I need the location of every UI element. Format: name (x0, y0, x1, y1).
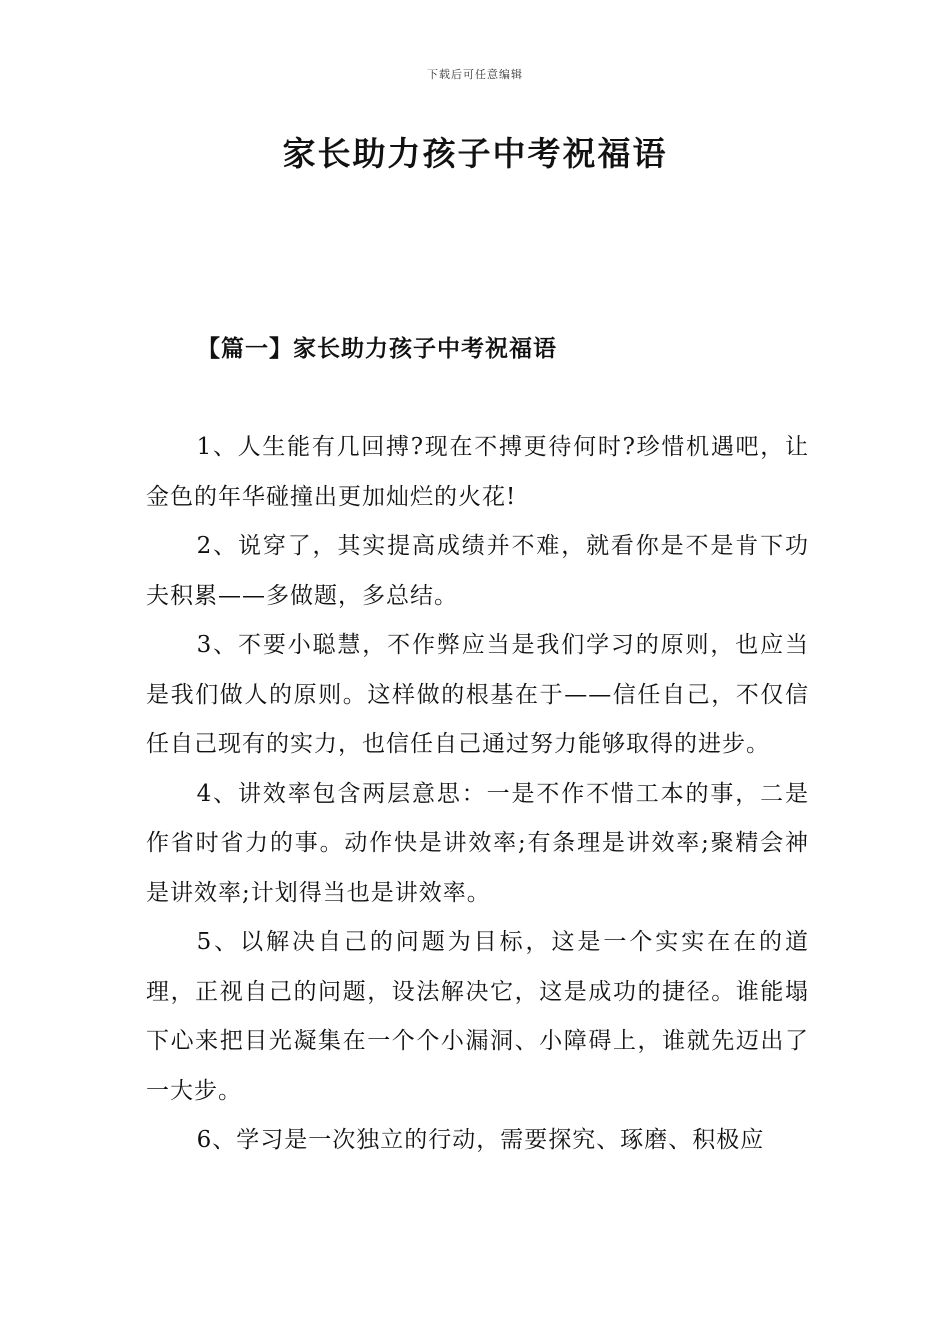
page-header-note: 下载后可任意编辑 (427, 68, 523, 81)
document-title: 家长助力孩子中考祝福语 (282, 134, 668, 173)
paragraph-5: 5、以解决自己的问题为目标，这是一个实实在在的道理，正视自己的问题，设法解决它，这是成功的捷径。谁能塌下心来把目光凝集在一个个小漏洞、小障碍上，谁就先迈出了一大步。 (146, 929, 809, 1104)
document-body (146, 423, 809, 1166)
paragraph-4: 4、讲效率包含两层意思：一是不作不惜工本的事，二是作省时省力的事。动作快是讲效率;有条理是讲效率;聚精会神是讲效率;计划得当也是讲效率。 (146, 780, 809, 906)
paragraph-2: 2、说穿了，其实提高成绩并不难，就看你是不是肯下功夫积累——多做题，多总结。 (146, 533, 809, 609)
section-heading: 【篇一】家长助力孩子中考祝福语 (197, 335, 557, 362)
paragraph-1: 1、人生能有几回搏?现在不搏更待何时?珍惜机遇吧，让金色的年华碰撞出更加灿烂的火花! (146, 434, 809, 510)
paragraph-3: 3、不要小聪慧，不作弊应当是我们学习的原则，也应当是我们做人的原则。这样做的根基在于——信任自己，不仅信任自己现有的实力，也信任自己通过努力能够取得的进步。 (146, 632, 809, 757)
paragraph-6: 6、学习是一次独立的行动，需要探究、琢磨、积极应 (196, 1127, 765, 1153)
